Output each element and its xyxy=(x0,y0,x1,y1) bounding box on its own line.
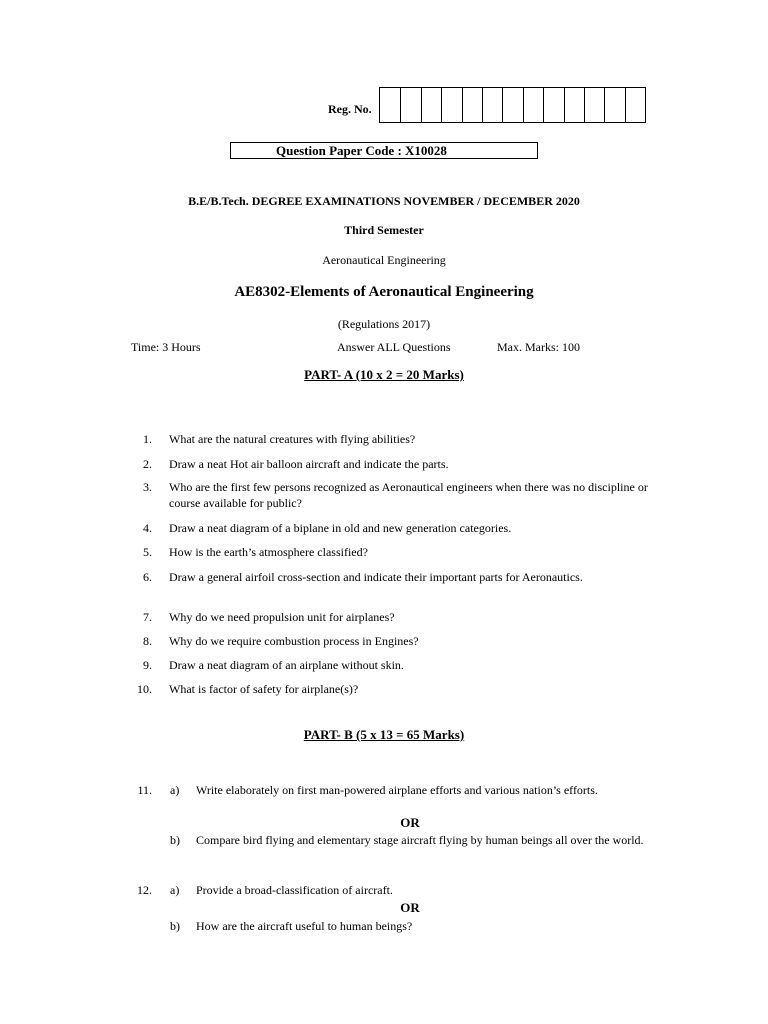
question-text: Write elaborately on first man-powered airplane efforts and various nation’s efforts. xyxy=(196,783,598,797)
question-text: Compare bird flying and elementary stage aircraft flying by human beings all over the world. xyxy=(196,833,644,847)
reg-no-box[interactable] xyxy=(400,88,420,122)
part-a-heading: PART- A (10 x 2 = 20 Marks) xyxy=(304,367,464,382)
question-number: 1. xyxy=(143,432,152,446)
reg-no-box[interactable] xyxy=(584,88,604,122)
question-number: 9. xyxy=(143,658,152,672)
department: Aeronautical Engineering xyxy=(322,253,446,267)
reg-no-box[interactable] xyxy=(421,88,441,122)
reg-no-box[interactable] xyxy=(625,88,645,122)
question-text: Draw a neat Hot air balloon aircraft and indicate the parts. xyxy=(169,457,449,471)
sub-question-label: a) xyxy=(170,883,180,897)
question-text: Draw a neat diagram of an airplane without skin. xyxy=(169,658,404,672)
exam-time: Time: 3 Hours xyxy=(131,340,201,354)
reg-no-box[interactable] xyxy=(604,88,624,122)
question-number: 5. xyxy=(143,545,152,559)
reg-no-box[interactable] xyxy=(380,88,400,122)
question-text: What are the natural creatures with flying abilities? xyxy=(169,432,416,446)
reg-no-boxes[interactable] xyxy=(379,87,646,123)
semester: Third Semester xyxy=(344,223,424,237)
sub-question-label: a) xyxy=(170,783,180,797)
reg-no-box[interactable] xyxy=(462,88,482,122)
reg-no-label: Reg. No. xyxy=(328,102,372,116)
reg-no-box[interactable] xyxy=(482,88,502,122)
reg-no-box[interactable] xyxy=(543,88,563,122)
question-number: 7. xyxy=(143,610,152,624)
exam-title: B.E/B.Tech. DEGREE EXAMINATIONS NOVEMBER / DECEMBER 2020 xyxy=(188,194,580,208)
question-paper-code: Question Paper Code : X10028 xyxy=(230,142,538,159)
question-text: Why do we need propulsion unit for airplanes? xyxy=(169,610,395,624)
sub-question-label: b) xyxy=(170,919,180,933)
max-marks: Max. Marks: 100 xyxy=(497,340,580,354)
question-text: Provide a broad-classification of aircraft. xyxy=(196,883,393,897)
question-text: Why do we require combustion process in Engines? xyxy=(169,634,419,648)
regulations: (Regulations 2017) xyxy=(337,317,431,331)
sub-question-label: b) xyxy=(170,833,180,847)
question-number: 3. xyxy=(143,480,152,494)
question-number: 12. xyxy=(137,883,152,897)
or-label: OR xyxy=(400,900,420,915)
question-text: Draw a general airfoil cross-section and indicate their important parts for Aeronautics. xyxy=(169,570,583,584)
part-b-heading: PART- B (5 x 13 = 65 Marks) xyxy=(303,727,465,742)
question-number: 4. xyxy=(143,521,152,535)
reg-no-box[interactable] xyxy=(564,88,584,122)
question-text: Draw a neat diagram of a biplane in old and new generation categories. xyxy=(169,521,512,535)
question-text: How are the aircraft useful to human beings? xyxy=(196,919,413,933)
question-text: What is factor of safety for airplane(s)? xyxy=(169,682,359,696)
reg-no-box[interactable] xyxy=(523,88,543,122)
question-number: 11. xyxy=(137,783,152,797)
question-number: 6. xyxy=(143,570,152,584)
subject-title: AE8302-Elements of Aeronautical Engineering xyxy=(234,284,534,300)
question-text: How is the earth’s atmosphere classified? xyxy=(169,545,368,559)
question-number: 2. xyxy=(143,457,152,471)
or-label: OR xyxy=(400,815,420,830)
exam-instruction: Answer ALL Questions xyxy=(337,340,451,354)
reg-no-box[interactable] xyxy=(502,88,522,122)
reg-no-box[interactable] xyxy=(441,88,461,122)
question-number: 8. xyxy=(143,634,152,648)
question-number: 10. xyxy=(137,682,152,696)
question-text: Who are the first few persons recognized as Aeronautical engineers when there was no discipline or course available for public? xyxy=(169,480,648,510)
